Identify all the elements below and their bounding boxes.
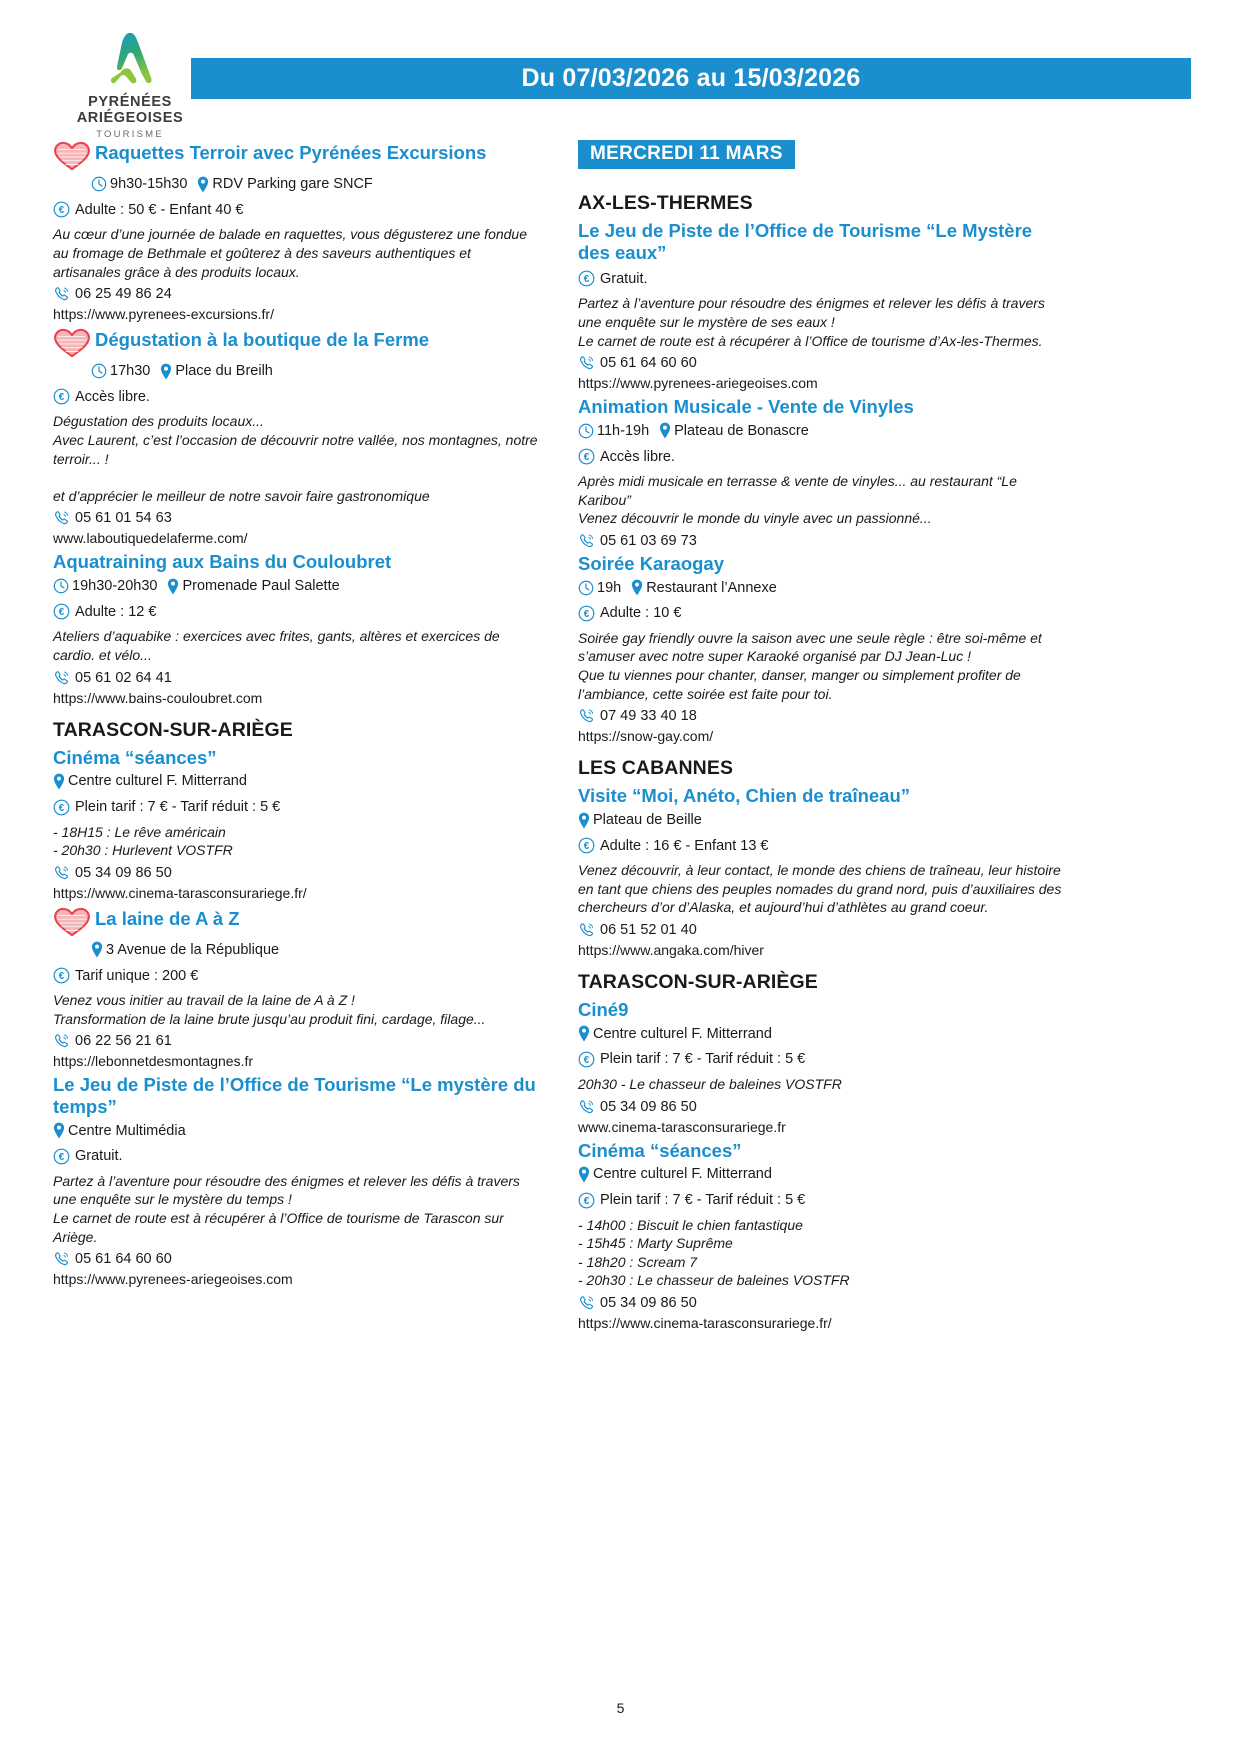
event-phone[interactable]: [53, 1033, 538, 1049]
location-pin-icon: [53, 1122, 65, 1139]
event-description: Dégustation des produits locaux... Avec Laurent, c’est l’occasion de découvrir notre vallée, nos montagnes, notre terroir... ! et d’apprécier le meilleur de notre savoir faire gastronomique: [53, 413, 538, 504]
event-time-place: [53, 576, 538, 596]
event-phone-number: 06 22 56 21 61: [75, 1033, 172, 1050]
event-description: Au cœur d’une journée de balade en raquettes, vous dégusterez une fondue au fromage de Bethmale et goûterez à des saveurs authentiques et artisanales grâce à des produits locaux.: [53, 226, 527, 280]
svg-text:€: €: [583, 841, 590, 853]
event-time-place: [53, 174, 538, 194]
event-card: [578, 220, 1063, 391]
location-pin-icon: [53, 773, 65, 790]
event-title[interactable]: Dégustation à la boutique de la Ferme: [95, 329, 430, 351]
event-phone[interactable]: [53, 1251, 538, 1267]
event-time-place: [578, 578, 1063, 598]
event-title[interactable]: Visite “Moi, Anéto, Chien de traîneau”: [578, 785, 911, 807]
phone-icon: [578, 708, 595, 724]
commune-heading: TARASCON-SUR-ARIÈGE: [578, 971, 818, 994]
event-price-text: Accès libre.: [75, 388, 150, 405]
event-phone[interactable]: [578, 533, 1063, 549]
event-price: [578, 448, 1063, 465]
svg-text:€: €: [58, 205, 65, 217]
event-description: Partez à l’aventure pour résoudre des énigmes et relever les défis à travers une enquête sur le mystère de ses eaux ! Le carnet de route est à récupérer à l’Office de tourisme d’Ax-les-Thermes.: [578, 295, 1045, 349]
event-price-text: Adulte : 16 € - Enfant 13 €: [600, 837, 769, 854]
event-price: [578, 1192, 1063, 1209]
event-url[interactable]: www.laboutiquedelaferme.com/: [53, 530, 248, 547]
event-place: Centre Multimédia: [68, 1122, 186, 1139]
event-price: [53, 388, 538, 405]
page-number: 5: [616, 1700, 625, 1716]
phone-icon: [53, 1033, 70, 1049]
event-phone[interactable]: [578, 355, 1063, 371]
event-title-row: [53, 906, 538, 937]
phone-icon: [53, 510, 70, 526]
event-price: [53, 603, 538, 620]
event-phone-number: 05 61 64 60 60: [75, 1251, 172, 1268]
page-header: [0, 0, 1241, 141]
event-time-place: [53, 361, 538, 381]
day-badge: MERCREDI 11 MARS: [578, 140, 795, 169]
svg-text:€: €: [58, 971, 65, 983]
event-url[interactable]: https://www.bains-couloubret.com: [53, 689, 263, 706]
event-phone-number: 05 34 09 86 50: [600, 1098, 697, 1115]
event-time-place: [53, 1121, 538, 1141]
event-phone[interactable]: [53, 670, 538, 686]
event-price: [578, 270, 1063, 287]
phone-icon: [578, 1295, 595, 1311]
event-time: 17h30: [110, 363, 151, 380]
event-card: [53, 747, 538, 901]
event-price: [578, 1051, 1063, 1068]
event-title-row: [53, 140, 538, 171]
location-pin-icon: [578, 1025, 590, 1042]
phone-icon: [53, 670, 70, 686]
location-pin-icon: [578, 1166, 590, 1183]
event-price: [53, 1148, 538, 1165]
event-card: [53, 140, 538, 322]
event-url[interactable]: https://www.pyrenees-ariegeoises.com: [53, 1271, 293, 1288]
event-price-text: Adulte : 50 € - Enfant 40 €: [75, 201, 244, 218]
location-pin-icon: [167, 578, 179, 595]
event-card: [578, 785, 1063, 958]
event-phone[interactable]: [53, 510, 538, 526]
event-title[interactable]: Aquatraining aux Bains du Couloubret: [53, 551, 392, 573]
event-url[interactable]: https://lebonnetdesmontagnes.fr: [53, 1053, 254, 1070]
phone-icon: [53, 1251, 70, 1267]
euro-price-icon: [578, 448, 595, 465]
phone-icon: [578, 533, 595, 549]
svg-text:€: €: [58, 1152, 65, 1164]
event-description: Après midi musicale en terrasse & vente de vinyles... au restaurant “Le Karibou” Venez découvrir le monde du vinyle avec un passionné...: [578, 473, 1017, 527]
event-place: Place du Breilh: [175, 363, 273, 380]
event-card: [578, 553, 1063, 744]
phone-icon: [53, 865, 70, 881]
event-place: Centre culturel F. Mitterrand: [593, 1166, 772, 1183]
svg-text:€: €: [583, 274, 590, 286]
clock-icon: [91, 176, 107, 192]
event-phone-number: 07 49 33 40 18: [600, 708, 697, 725]
event-url[interactable]: https://www.pyrenees-excursions.fr/: [53, 306, 274, 323]
event-price-text: Tarif unique : 200 €: [75, 967, 199, 984]
event-card: [53, 906, 538, 1070]
event-description: Venez découvrir, à leur contact, le monde des chiens de traîneau, leur histoire en tant que chiens des peuples nomades du grand nord, puis d’auxiliaires des chercheurs d’or d’Alaska, et aujourd’hui d’athlètes au grand coeur.: [578, 862, 1062, 916]
event-price: [53, 799, 538, 816]
clock-icon: [91, 363, 107, 379]
heart-icon: [53, 328, 91, 358]
commune-heading: TARASCON-SUR-ARIÈGE: [53, 718, 293, 741]
event-time-place: [578, 1164, 1063, 1184]
phone-icon: [578, 1099, 595, 1115]
event-card: [578, 999, 1063, 1135]
phone-icon: [53, 286, 70, 302]
event-card: [53, 327, 538, 546]
event-phone-number: 06 25 49 86 24: [75, 286, 172, 303]
event-title[interactable]: Raquettes Terroir avec Pyrénées Excursions: [95, 142, 487, 163]
heart-icon: [53, 141, 91, 171]
event-title[interactable]: Soirée Karaogay: [578, 552, 725, 574]
event-url[interactable]: https://www.pyrenees-ariegeoises.com: [578, 375, 818, 392]
event-card: [578, 1140, 1063, 1331]
euro-price-icon: [53, 799, 70, 816]
euro-price-icon: [578, 837, 595, 854]
location-pin-icon: [631, 579, 643, 596]
event-url[interactable]: www.cinema-tarasconsurariege.fr: [578, 1118, 786, 1135]
event-price-text: Gratuit.: [600, 270, 648, 287]
event-price-text: Plein tarif : 7 € - Tarif réduit : 5 €: [600, 1192, 806, 1208]
mountain-logo-icon: [99, 28, 161, 90]
brand-name-line1: PYRÉNÉES: [88, 94, 172, 110]
event-description: Partez à l’aventure pour résoudre des énigmes et relever les défis à travers une enquête sur le mystère du temps ! Le carnet de route est à récupérer à l’Office de tourisme de Tarascon sur Ariège.: [53, 1172, 520, 1245]
event-time: 9h30-15h30: [110, 176, 188, 192]
event-title[interactable]: Cinéma “séances”: [53, 746, 217, 768]
event-description: - 14h00 : Biscuit le chien fantastique - 15h45 : Marty Suprême - 18h20 : Scream 7 - 20h30 : Le chasseur de baleines VOSTFR: [578, 1216, 850, 1289]
event-url[interactable]: https://www.cinema-tarasconsurariege.fr/: [578, 1314, 832, 1331]
event-phone[interactable]: [53, 286, 538, 302]
event-place: RDV Parking gare SNCF: [212, 176, 373, 192]
event-price: [53, 201, 538, 218]
location-pin-icon: [578, 812, 590, 829]
event-price: [578, 837, 1063, 854]
event-description: Soirée gay friendly ouvre la saison avec une seule règle : être soi-même et s’amuser avec notre super Karaoké organisé par DJ Jean-Luc ! Que tu viennes pour chanter, danser, manger ou simplement profiter de l’ambiance, cette soirée est faite pour toi.: [578, 629, 1042, 702]
event-place: Centre culturel F. Mitterrand: [68, 773, 247, 790]
event-phone[interactable]: [578, 1295, 1063, 1311]
event-place: Plateau de Beille: [593, 811, 702, 828]
euro-price-icon: [53, 201, 70, 218]
event-price-text: Adulte : 12 €: [75, 603, 157, 620]
event-time: 19h: [597, 579, 622, 596]
euro-price-icon: [53, 603, 70, 620]
clock-icon: [578, 423, 594, 439]
event-time-place: [578, 421, 1063, 441]
event-url[interactable]: https://www.cinema-tarasconsurariege.fr/: [53, 884, 307, 901]
event-card: [578, 396, 1063, 549]
event-time-place: [53, 940, 538, 960]
event-title[interactable]: Cinéma “séances”: [578, 1139, 742, 1161]
location-pin-icon: [160, 363, 172, 380]
location-pin-icon: [91, 941, 103, 958]
clock-icon: [53, 578, 69, 594]
brand-name-line3: TOURISME: [96, 129, 164, 141]
event-price-text: Gratuit.: [75, 1148, 123, 1165]
event-price: [53, 967, 538, 984]
euro-price-icon: [578, 1192, 595, 1209]
clock-icon: [578, 580, 594, 596]
location-pin-icon: [659, 422, 671, 439]
event-time-place: [578, 810, 1063, 830]
event-time-place: [53, 771, 538, 791]
event-price-text: Plein tarif : 7 € - Tarif réduit : 5 €: [75, 799, 281, 816]
svg-text:€: €: [583, 1055, 590, 1067]
svg-text:€: €: [583, 609, 590, 621]
event-place: 3 Avenue de la République: [106, 941, 280, 958]
event-phone[interactable]: [578, 922, 1063, 938]
event-phone-number: 05 61 64 60 60: [600, 355, 697, 372]
event-phone-number: 05 34 09 86 50: [75, 864, 172, 881]
phone-icon: [578, 922, 595, 938]
event-place: Promenade Paul Salette: [182, 578, 340, 595]
event-phone-number: 05 61 03 69 73: [600, 532, 697, 549]
right-column: [578, 140, 1063, 1336]
event-title-row: [53, 327, 538, 358]
event-place: Restaurant l’Annexe: [646, 579, 777, 596]
svg-text:€: €: [58, 802, 65, 814]
event-title[interactable]: Animation Musicale - Vente de Vinyles: [578, 396, 914, 418]
event-title[interactable]: La laine de A à Z: [95, 907, 240, 929]
commune-heading: LES CABANNES: [578, 757, 734, 780]
event-title[interactable]: Ciné9: [578, 999, 629, 1021]
event-time-place: [578, 1024, 1063, 1044]
event-phone-number: 05 61 01 54 63: [75, 510, 172, 527]
brand-name-line2: ARIÉGEOISES: [76, 110, 184, 127]
event-description: Ateliers d’aquabike : exercices avec frites, gants, altères et exercices de cardio. et vélo...: [53, 628, 500, 664]
event-price-text: Plein tarif : 7 € - Tarif réduit : 5 €: [600, 1051, 806, 1068]
event-phone[interactable]: [578, 1099, 1063, 1115]
event-place: Centre culturel F. Mitterrand: [593, 1025, 772, 1042]
event-description: - 18H15 : Le rêve américain - 20h30 : Hurlevent VOSTFR: [53, 823, 233, 859]
event-time: 11h-19h: [597, 422, 650, 439]
date-range-banner: Du 07/03/2026 au 15/03/2026: [191, 58, 1191, 99]
svg-text:€: €: [58, 607, 65, 619]
event-phone-number: 05 34 09 86 50: [600, 1294, 697, 1311]
heart-icon: [53, 907, 91, 937]
event-price: [578, 605, 1063, 622]
event-description: Venez vous initier au travail de la laine de A à Z ! Transformation de la laine brute jusqu’au produit fini, cardage, filage...: [53, 992, 486, 1027]
brand-logo: [70, 28, 190, 140]
event-title[interactable]: Le Jeu de Piste de l’Office de Tourisme “Le mystère du temps”: [53, 1074, 536, 1117]
event-title[interactable]: Le Jeu de Piste de l’Office de Tourisme “Le Mystère des eaux”: [578, 220, 1033, 263]
phone-icon: [578, 355, 595, 371]
commune-heading: AX-LES-THERMES: [578, 192, 753, 214]
euro-price-icon: [53, 388, 70, 405]
location-pin-icon: [197, 176, 209, 193]
euro-price-icon: [578, 605, 595, 622]
event-url[interactable]: https://www.angaka.com/hiver: [578, 942, 764, 959]
euro-price-icon: [53, 967, 70, 984]
event-phone-number: 06 51 52 01 40: [600, 922, 697, 939]
left-column: [53, 140, 538, 1292]
event-time: 19h30-20h30: [72, 578, 158, 595]
euro-price-icon: [578, 270, 595, 287]
event-phone[interactable]: [578, 708, 1063, 724]
event-card: [53, 1074, 538, 1287]
event-phone-number: 05 61 02 64 41: [75, 669, 172, 686]
event-price-text: Accès libre.: [600, 448, 675, 465]
event-description: 20h30 - Le chasseur de baleines VOSTFR: [578, 1075, 842, 1092]
event-phone[interactable]: [53, 865, 538, 881]
event-card: [53, 551, 538, 705]
svg-text:€: €: [583, 452, 590, 464]
svg-text:€: €: [583, 1195, 590, 1207]
event-url[interactable]: https://snow-gay.com/: [578, 728, 714, 745]
event-price-text: Adulte : 10 €: [600, 605, 682, 622]
svg-text:€: €: [58, 392, 65, 404]
euro-price-icon: [578, 1051, 595, 1068]
euro-price-icon: [53, 1148, 70, 1165]
event-place: Plateau de Bonascre: [674, 422, 809, 439]
